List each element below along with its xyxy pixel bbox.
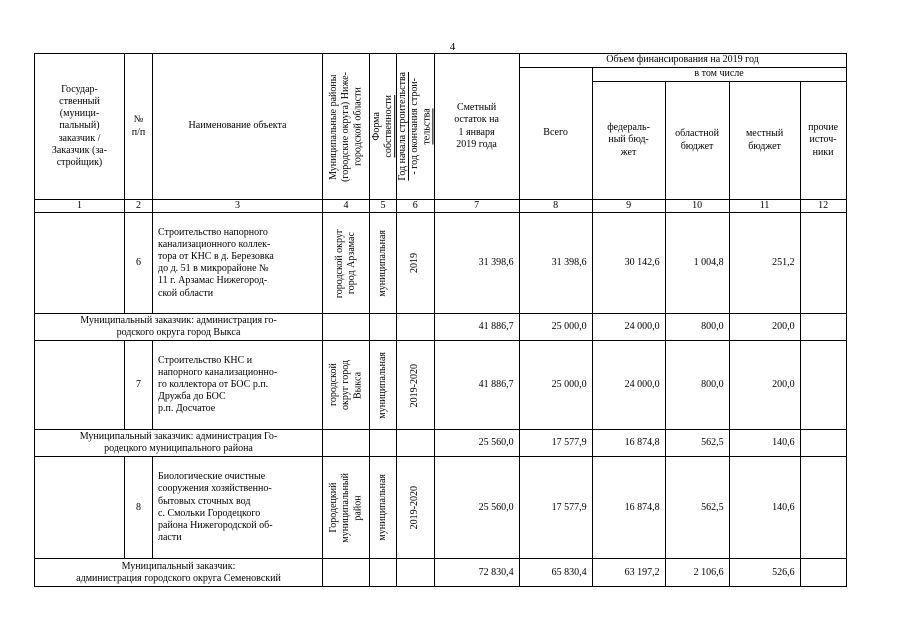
- row-total: 17 577,9: [519, 457, 592, 559]
- table-row-object: [35, 213, 847, 314]
- header-ownership-line: Форма: [370, 112, 382, 141]
- row-estimated: 41 886,7: [434, 341, 519, 430]
- district-line: Городецкий: [327, 482, 339, 533]
- district-line: городской: [327, 363, 339, 407]
- row-local: 526,6: [729, 559, 800, 587]
- years-text: 2019-2020: [409, 486, 421, 530]
- row-years: [397, 213, 435, 314]
- row-total: 31 398,6: [519, 213, 592, 314]
- header-estimated: Сметный остаток на 1 января 2019 года: [434, 54, 519, 200]
- table-row-customer: [35, 430, 847, 457]
- header-districts-line: (городские округа) Нижe-: [339, 71, 351, 182]
- header-total: Всего: [519, 68, 592, 200]
- row-estimated: 41 886,7: [434, 314, 519, 341]
- header-years-line: Год начала строительства: [397, 72, 408, 181]
- district-line: район: [352, 495, 364, 521]
- column-number: 1: [35, 200, 125, 213]
- row-local: 200,0: [729, 314, 800, 341]
- header-districts: [323, 54, 370, 200]
- row-estimated: 25 560,0: [434, 457, 519, 559]
- row-total: 17 577,9: [519, 430, 592, 457]
- row-num: 8: [125, 457, 153, 559]
- row-regional: 800,0: [665, 314, 729, 341]
- row-other: [800, 457, 846, 559]
- ownership-text: муниципальная: [376, 474, 388, 541]
- row-federal: 63 197,2: [592, 559, 665, 587]
- column-number: 3: [153, 200, 323, 213]
- years-text: 2019: [409, 253, 421, 274]
- row-total: 65 830,4: [519, 559, 592, 587]
- row-federal: 16 874,8: [592, 430, 665, 457]
- header-local: местный бюджет: [729, 82, 800, 200]
- row-federal: 24 000,0: [592, 341, 665, 430]
- row-num: 7: [125, 341, 153, 430]
- row-estimated: 31 398,6: [434, 213, 519, 314]
- row-other: [800, 314, 846, 341]
- row-regional: 562,5: [665, 430, 729, 457]
- row-estimated: 72 830,4: [434, 559, 519, 587]
- row-federal: 24 000,0: [592, 314, 665, 341]
- row-object-name: Биологические очистные сооружения хозяйственно- бытовых сточных вод с. Смольки Городецкого района Нижегородской об- ласти: [153, 457, 323, 559]
- row-federal: 16 874,8: [592, 457, 665, 559]
- years-text: 2019-2020: [409, 363, 421, 407]
- column-number: 12: [800, 200, 846, 213]
- row-ownership: [370, 341, 397, 430]
- column-number: 11: [729, 200, 800, 213]
- row-customer-text: Муниципальный заказчик: администрация го- родского округа город Выкса: [35, 314, 323, 341]
- header-ownership: [370, 54, 397, 200]
- column-number: 8: [519, 200, 592, 213]
- row-regional: 1 004,8: [665, 213, 729, 314]
- table-row-customer: [35, 559, 847, 587]
- row-local: 140,6: [729, 457, 800, 559]
- row-estimated: 25 560,0: [434, 430, 519, 457]
- row-total: 25 000,0: [519, 341, 592, 430]
- column-number: 7: [434, 200, 519, 213]
- row-customer-text: Муниципальный заказчик: администрация Го- родецкого муниципального района: [35, 430, 323, 457]
- district-line: муниципальный: [339, 472, 351, 543]
- ownership-text: муниципальная: [376, 229, 388, 297]
- column-number: 5: [370, 200, 397, 213]
- district-line: город Арзамас: [346, 232, 357, 295]
- header-regional: областной бюджет: [665, 82, 729, 200]
- row-district: [323, 457, 370, 559]
- row-federal: 30 142,6: [592, 213, 665, 314]
- row-object-name: Строительство напорного канализационного коллек- тора от КНС в д. Березовка до д. 51 в микрорайоне № 11 г. Арзамас Нижегород- ской области: [153, 213, 323, 314]
- header-districts-line: Муниципальные районы: [327, 73, 339, 180]
- row-customer-text: Муниципальный заказчик: администрация городского округа Семеновский: [35, 559, 323, 587]
- row-other: [800, 559, 846, 587]
- row-object-name: Строительство КНС и напорного канализационно- го коллектора от БОС р.п. Дружба до БОС р.п. Досчатое: [153, 341, 323, 430]
- row-years: [397, 457, 435, 559]
- header-num: № п/п: [125, 54, 153, 200]
- header-financing: Объем финансирования на 2019 год: [519, 54, 846, 68]
- column-number: 9: [592, 200, 665, 213]
- district-line: Выкса: [352, 371, 364, 399]
- row-local: 251,2: [729, 213, 800, 314]
- row-other: [800, 430, 846, 457]
- table-row-customer: [35, 314, 847, 341]
- header-ownership-line: собственности: [383, 95, 394, 158]
- column-number: 10: [665, 200, 729, 213]
- table-row-object: [35, 341, 847, 430]
- row-regional: 800,0: [665, 341, 729, 430]
- row-num: 6: [125, 213, 153, 314]
- header-districts-line: городской области: [352, 87, 364, 166]
- header-other: прочие источ- ники: [800, 82, 846, 200]
- table-row-object: [35, 457, 847, 559]
- header-federal: федераль- ный бюд- жет: [592, 82, 665, 200]
- header-customer: Государ- ственный (муници- пальный) заказчик / Заказчик (за- стройщик): [35, 54, 125, 200]
- row-years: [397, 341, 435, 430]
- financing-table: [34, 53, 847, 587]
- header-including: в том числе: [592, 68, 846, 82]
- row-local: 200,0: [729, 341, 800, 430]
- row-other: [800, 341, 846, 430]
- row-ownership: [370, 457, 397, 559]
- row-local: 140,6: [729, 430, 800, 457]
- header-years: [397, 54, 435, 200]
- district-line: городской округ: [333, 228, 345, 298]
- page-number: 4: [449, 41, 456, 53]
- column-number: 6: [397, 200, 435, 213]
- header-years-line: - год окончания строи-: [409, 78, 421, 175]
- row-regional: 562,5: [665, 457, 729, 559]
- ownership-text: муниципальная: [376, 351, 388, 419]
- column-number: 2: [125, 200, 153, 213]
- row-regional: 2 106,6: [665, 559, 729, 587]
- district-line: округ город: [339, 360, 351, 411]
- column-number: 4: [323, 200, 370, 213]
- row-district: [323, 341, 370, 430]
- row-ownership: [370, 213, 397, 314]
- header-years-line: тельства: [421, 108, 433, 145]
- row-total: 25 000,0: [519, 314, 592, 341]
- row-other: [800, 213, 846, 314]
- header-object-name: Наименование объекта: [153, 54, 323, 200]
- row-district: [323, 213, 370, 314]
